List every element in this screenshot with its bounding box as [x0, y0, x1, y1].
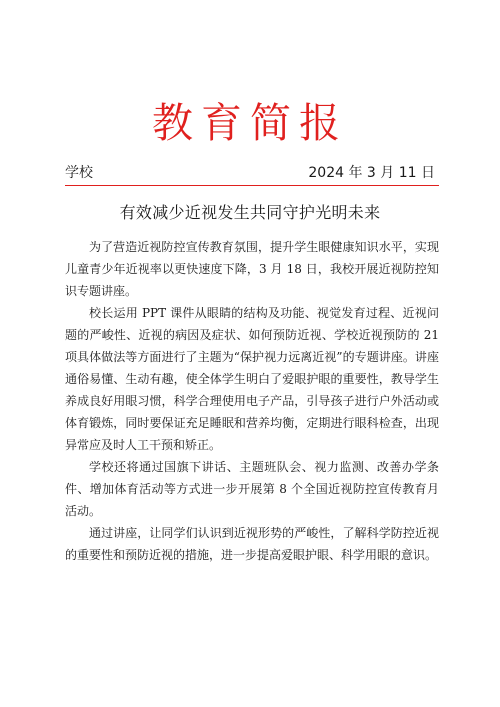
article-headline: 有效减少近视发生共同守护光明未来 — [119, 203, 381, 222]
article-body — [65, 236, 439, 566]
paragraph-2: 校长运用 PPT 课件从眼睛的结构及功能、视觉发育过程、近视问题的严峻性、近视的病因及症状、如何预防近视、学校近视预防的 21 项具体做法等方面进行了主题为“保护视力远离近视”的专题讲座。讲座通俗易懂、生动有趣，使全体学生明白了爱眼护眼的重要性，教导学生养成良好用眼习惯，科学合理使用电子产品，引导孩子进行户外活动或体育锻炼，同时要保证充足睡眠和营养均衡，定期进行眼科检查，出现异常应及时人工干预和矫正。 — [65, 306, 439, 452]
paragraph-1: 为了营造近视防控宣传教育氛围，提升学生眼健康知识水平，实现儿童青少年近视率以更快速度下降，3 月 18 日，我校开展近视防控知识专题讲座。 — [65, 240, 439, 298]
bulletin-meta-row — [65, 163, 439, 186]
issuing-unit: 学校 — [65, 165, 93, 181]
bulletin-masthead: 教育简报 — [152, 99, 348, 147]
paragraph-3: 学校还将通过国旗下讲话、主题班队会、视力监测、改善办学条件、增加体育活动等方式进一步开展第 8 个全国近视防控宣传教育月活动。 — [65, 460, 439, 518]
paragraph-4: 通过讲座，让同学们认识到近视形势的严峻性，了解科学防控近视的重要性和预防近视的措施，进一步提高爱眼护眼、科学用眼的意识。 — [65, 526, 439, 562]
issue-date: 2024 年 3 月 11 日 — [308, 165, 435, 181]
